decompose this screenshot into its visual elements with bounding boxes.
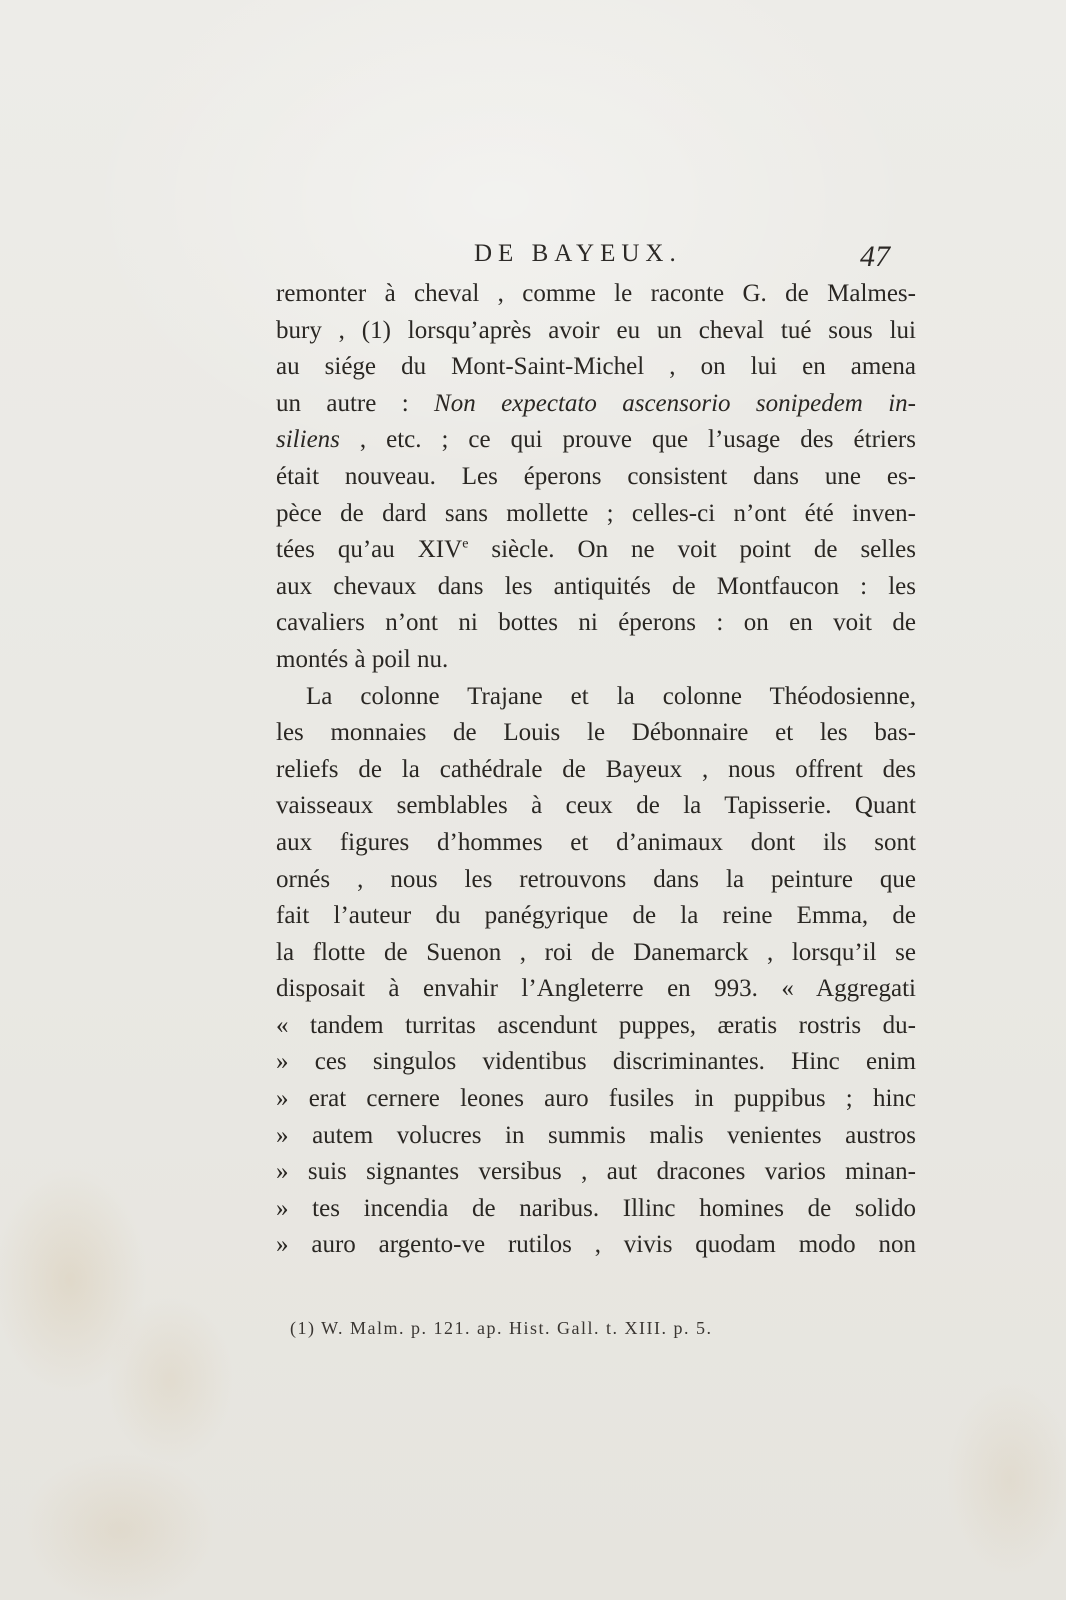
text-line: ornés , nous les retrouvons dans la peinture que xyxy=(276,865,916,893)
text-line: vaisseaux semblables à ceux de la Tapisserie. Quant xyxy=(276,792,916,820)
text-line: au siége du Mont-Saint-Michel , on lui en amena xyxy=(276,353,916,381)
text-line xyxy=(276,386,916,423)
text-line: » suis signantes versibus , aut dracones varios minan- xyxy=(276,1158,916,1186)
text-line: pèce de dard sans mollette ; celles-ci n’ont été inven- xyxy=(276,499,916,527)
text-line: » tes incendia de naribus. Illinc homines de solido xyxy=(276,1194,916,1222)
text-line: les monnaies de Louis le Débonnaire et les bas- xyxy=(276,719,916,747)
text-segment: un autre : xyxy=(276,389,435,417)
text-line: disposait à envahir l’Angleterre en 993. « Aggregati xyxy=(276,975,916,1003)
text-line xyxy=(276,422,916,459)
page-number: 47 xyxy=(860,240,890,273)
text-line: bury , (1) lorsqu’après avoir eu un cheval tué sous lui xyxy=(276,316,916,344)
text-segment: , etc. ; ce qui prouve que l’usage des étriers xyxy=(339,426,916,454)
footnote: (1) W. Malm. p. 121. ap. Hist. Gall. t. XIII. p. 5. xyxy=(290,1318,713,1338)
text-segment: siècle. On ne voit point de selles xyxy=(468,536,916,564)
running-head: DE BAYEUX. xyxy=(474,240,682,267)
text-line: était nouveau. Les éperons consistent dans une es- xyxy=(276,462,916,490)
text-line: cavaliers n’ont ni bottes ni éperons : on en voit de xyxy=(276,609,916,637)
text-line: remonter à cheval , comme le raconte G. de Malmes- xyxy=(276,280,916,307)
text-line: » erat cernere leones auro fusiles in puppibus ; hinc xyxy=(276,1085,916,1113)
latin-quote: siliens xyxy=(276,426,340,454)
text-line: aux chevaux dans les antiquités de Montfaucon : les xyxy=(276,572,916,600)
text-segment: tées qu’au XIV xyxy=(276,536,463,564)
text-line: aux figures d’hommes et d’animaux dont ils sont xyxy=(276,828,916,856)
body-text xyxy=(276,276,916,1264)
paragraph-first-line: La colonne Trajane et la colonne Théodosienne, xyxy=(306,682,916,710)
text-line: « tandem turritas ascendunt puppes, æratis rostris du- xyxy=(276,1011,916,1039)
latin-quote: Non expectato ascensorio sonipedem in- xyxy=(434,389,916,417)
text-line xyxy=(276,532,916,569)
superscript: e xyxy=(462,536,469,552)
text-line: reliefs de la cathédrale de Bayeux , nous offrent des xyxy=(276,755,916,783)
text-line: fait l’auteur du panégyrique de la reine Emma, de xyxy=(276,902,916,930)
text-line: » auro argento-ve rutilos , vivis quodam modo non xyxy=(276,1231,916,1259)
text-line: » autem volucres in summis malis venientes austros xyxy=(276,1121,916,1149)
text-line: » ces singulos videntibus discriminantes. Hinc enim xyxy=(276,1048,916,1076)
text-line: la flotte de Suenon , roi de Danemarck , lorsqu’il se xyxy=(276,938,916,966)
text-line: montés à poil nu. xyxy=(276,645,449,673)
